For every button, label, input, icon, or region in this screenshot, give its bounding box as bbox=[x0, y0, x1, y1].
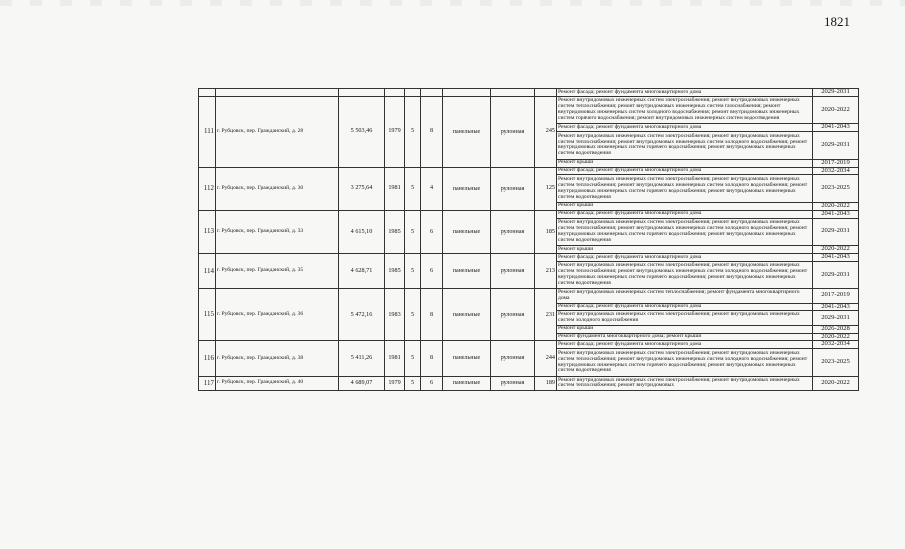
cell-roof-type: рулонная bbox=[491, 167, 535, 210]
cell-year-built: 1981 bbox=[385, 167, 405, 210]
cell-residents: 245 bbox=[535, 96, 557, 167]
table-row-continuation bbox=[199, 89, 859, 97]
cell-year-built: 1985 bbox=[385, 254, 405, 289]
cell-roof-type: рулонная bbox=[491, 376, 535, 390]
cell-year-built: 1981 bbox=[385, 341, 405, 376]
cell-work-years: 2023-2025 bbox=[813, 349, 859, 376]
cell-work-type: Ремонт внутридомовых инженерных систем электроснабжения; ремонт внутридомовых инженерных систем теплоснабжения; ремонт внутридомовых bbox=[557, 376, 813, 390]
table-row bbox=[199, 96, 859, 123]
cell-address: г. Рубцовск, пер. Гражданский, д. 28 bbox=[216, 96, 339, 167]
cell-empty bbox=[421, 89, 443, 97]
cell-work-years: 2017-2019 bbox=[813, 289, 859, 303]
cell-area: 5 472,16 bbox=[339, 289, 385, 341]
cell-year-built: 1979 bbox=[385, 376, 405, 390]
cell-address: г. Рубцовск, пер. Гражданский, д. 36 bbox=[216, 289, 339, 341]
cell-area: 4 615,10 bbox=[339, 210, 385, 253]
scan-edge-noise bbox=[0, 0, 905, 6]
cell-work-years: 2041-2043 bbox=[813, 303, 859, 311]
cell-roof-type: рулонная bbox=[491, 341, 535, 376]
cell-work-type: Ремонт фасада; ремонт фундамента многоквартирного дома bbox=[557, 303, 813, 311]
cell-work-type: Ремонт крыши bbox=[557, 246, 813, 254]
cell-entrances: 6 bbox=[421, 254, 443, 289]
cell-year-built: 1985 bbox=[385, 210, 405, 253]
cell-area: 3 275,64 bbox=[339, 167, 385, 210]
cell-work-years: 2029-2031 bbox=[813, 261, 859, 288]
cell-work-type: Ремонт крыши bbox=[557, 159, 813, 167]
cell-work-type: Ремонт внутридомовых инженерных систем электроснабжения; ремонт внутридомовых инженерных систем холодного водоснабжения bbox=[557, 311, 813, 325]
cell-floors: 5 bbox=[405, 289, 421, 341]
cell-number: 117 bbox=[199, 376, 216, 390]
cell-wall-material: панельные bbox=[443, 254, 491, 289]
cell-roof-type: рулонная bbox=[491, 96, 535, 167]
cell-work-years: 2029-2031 bbox=[813, 89, 859, 97]
cell-entrances: 6 bbox=[421, 210, 443, 253]
cell-work-years: 2041-2043 bbox=[813, 124, 859, 132]
cell-year-built: 1983 bbox=[385, 289, 405, 341]
cell-address: г. Рубцовск, пер. Гражданский, д. 33 bbox=[216, 210, 339, 253]
cell-work-type: Ремонт внутридомовых инженерных систем теплоснабжения; ремонт фундамента многоквартирного дома bbox=[557, 289, 813, 303]
cell-entrances: 8 bbox=[421, 341, 443, 376]
cell-work-years: 2041-2043 bbox=[813, 210, 859, 218]
cell-empty bbox=[535, 89, 557, 97]
cell-floors: 5 bbox=[405, 254, 421, 289]
cell-work-years: 2029-2031 bbox=[813, 311, 859, 325]
cell-year-built: 1979 bbox=[385, 96, 405, 167]
cell-floors: 5 bbox=[405, 376, 421, 390]
cell-empty bbox=[385, 89, 405, 97]
table-row bbox=[199, 254, 859, 262]
cell-residents: 231 bbox=[535, 289, 557, 341]
cell-work-type: Ремонт внутридомовых инженерных систем электроснабжения; ремонт внутридомовых инженерных систем теплоснабжения; ремонт внутридомовых инженерных систем газоснабжения; ремонт внутридомовых инженерных систем холодного водоснабжения; ремонт внутридомовых инженерных систем горячего водоснабжения; ремонт внутридомовых инженерных систем водоотведения bbox=[557, 96, 813, 123]
cell-work-type: Ремонт внутридомовых инженерных систем электроснабжения; ремонт внутридомовых инженерных систем теплоснабжения; ремонт внутридомовых инженерных систем холодного водоснабжения; ремонт внутридомовых инженерных систем горячего водоснабжения; ремонт внутридомовых инженерных систем водоотведения bbox=[557, 132, 813, 159]
cell-empty bbox=[491, 89, 535, 97]
cell-area: 5 503,46 bbox=[339, 96, 385, 167]
cell-work-type: Ремонт внутридомовых инженерных систем электроснабжения; ремонт внутридомовых инженерных систем теплоснабжения; ремонт внутридомовых инженерных систем холодного водоснабжения; ремонт внутридомовых инженерных систем горячего водоснабжения; ремонт внутридомовых инженерных систем водоотведения bbox=[557, 349, 813, 376]
repair-program-table bbox=[198, 88, 859, 391]
cell-wall-material: панельные bbox=[443, 289, 491, 341]
cell-work-type: Ремонт фундамента многоквартирного дома; ремонт крыши bbox=[557, 333, 813, 341]
cell-work-type: Ремонт фасада; ремонт фундамента многоквартирного дома bbox=[557, 254, 813, 262]
cell-entrances: 6 bbox=[421, 376, 443, 390]
cell-work-years: 2023-2025 bbox=[813, 175, 859, 202]
cell-address: г. Рубцовск, пер. Гражданский, д. 35 bbox=[216, 254, 339, 289]
cell-roof-type: рулонная bbox=[491, 210, 535, 253]
table-body bbox=[199, 89, 859, 391]
cell-work-type: Ремонт фасада; ремонт фундамента многоквартирного дома bbox=[557, 167, 813, 175]
cell-floors: 5 bbox=[405, 341, 421, 376]
cell-entrances: 8 bbox=[421, 96, 443, 167]
cell-entrances: 8 bbox=[421, 289, 443, 341]
cell-residents: 185 bbox=[535, 210, 557, 253]
page-number: 1821 bbox=[824, 14, 850, 29]
cell-floors: 5 bbox=[405, 96, 421, 167]
cell-work-type: Ремонт крыши bbox=[557, 202, 813, 210]
table-row bbox=[199, 210, 859, 218]
cell-entrances: 4 bbox=[421, 167, 443, 210]
cell-area: 4 628,71 bbox=[339, 254, 385, 289]
cell-work-years: 2020-2022 bbox=[813, 96, 859, 123]
cell-work-type: Ремонт фасада; ремонт фундамента многоквартирного дома bbox=[557, 124, 813, 132]
cell-work-years: 2032-2034 bbox=[813, 167, 859, 175]
cell-empty bbox=[339, 89, 385, 97]
cell-work-type: Ремонт фасада; ремонт фундамента многоквартирного дома bbox=[557, 89, 813, 97]
cell-area: 5 411,26 bbox=[339, 341, 385, 376]
cell-work-years: 2029-2031 bbox=[813, 218, 859, 245]
cell-work-type: Ремонт крыши bbox=[557, 325, 813, 333]
cell-number: 112 bbox=[199, 167, 216, 210]
cell-work-years: 2041-2043 bbox=[813, 254, 859, 262]
cell-empty bbox=[199, 89, 216, 97]
cell-area: 4 689,07 bbox=[339, 376, 385, 390]
cell-work-years: 2020-2022 bbox=[813, 333, 859, 341]
cell-number: 116 bbox=[199, 341, 216, 376]
cell-number: 111 bbox=[199, 96, 216, 167]
cell-wall-material: панельные bbox=[443, 96, 491, 167]
cell-empty bbox=[216, 89, 339, 97]
cell-work-years: 2029-2031 bbox=[813, 132, 859, 159]
cell-address: г. Рубцовск, пер. Гражданский, д. 40 bbox=[216, 376, 339, 390]
cell-wall-material: панельные bbox=[443, 167, 491, 210]
cell-floors: 5 bbox=[405, 167, 421, 210]
cell-number: 113 bbox=[199, 210, 216, 253]
cell-work-type: Ремонт внутридомовых инженерных систем электроснабжения; ремонт внутридомовых инженерных систем теплоснабжения; ремонт внутридомовых инженерных систем холодного водоснабжения; ремонт внутридомовых инженерных систем горячего водоснабжения; ремонт внутридомовых инженерных систем водоотведения bbox=[557, 261, 813, 288]
cell-roof-type: рулонная bbox=[491, 289, 535, 341]
cell-address: г. Рубцовск, пер. Гражданский, д. 30 bbox=[216, 167, 339, 210]
table-row bbox=[199, 289, 859, 303]
cell-work-type: Ремонт фасада; ремонт фундамента многоквартирного дома bbox=[557, 210, 813, 218]
cell-work-type: Ремонт фасада; ремонт фундамента многоквартирного дома bbox=[557, 341, 813, 349]
cell-work-years: 2032-2034 bbox=[813, 341, 859, 349]
table-row bbox=[199, 376, 859, 390]
cell-residents: 189 bbox=[535, 376, 557, 390]
cell-address: г. Рубцовск, пер. Гражданский, д. 38 bbox=[216, 341, 339, 376]
cell-residents: 125 bbox=[535, 167, 557, 210]
cell-empty bbox=[405, 89, 421, 97]
cell-work-years: 2020-2022 bbox=[813, 246, 859, 254]
cell-wall-material: панельные bbox=[443, 376, 491, 390]
cell-floors: 5 bbox=[405, 210, 421, 253]
cell-empty bbox=[443, 89, 491, 97]
cell-residents: 244 bbox=[535, 341, 557, 376]
cell-roof-type: рулонная bbox=[491, 254, 535, 289]
cell-wall-material: панельные bbox=[443, 210, 491, 253]
cell-residents: 213 bbox=[535, 254, 557, 289]
table-row bbox=[199, 341, 859, 349]
cell-number: 115 bbox=[199, 289, 216, 341]
cell-number: 114 bbox=[199, 254, 216, 289]
cell-wall-material: панельные bbox=[443, 341, 491, 376]
cell-work-type: Ремонт внутридомовых инженерных систем электроснабжения; ремонт внутридомовых инженерных систем теплоснабжения; ремонт внутридомовых инженерных систем холодного водоснабжения; ремонт внутридомовых инженерных систем горячего водоснабжения; ремонт внутридомовых инженерных систем водоотведения bbox=[557, 175, 813, 202]
cell-work-years: 2020-2022 bbox=[813, 376, 859, 390]
cell-work-years: 2026-2028 bbox=[813, 325, 859, 333]
table-row bbox=[199, 167, 859, 175]
cell-work-years: 2020-2022 bbox=[813, 202, 859, 210]
cell-work-years: 2017-2019 bbox=[813, 159, 859, 167]
cell-work-type: Ремонт внутридомовых инженерных систем электроснабжения; ремонт внутридомовых инженерных систем теплоснабжения; ремонт внутридомовых инженерных систем холодного водоснабжения; ремонт внутридомовых инженерных систем горячего водоснабжения; ремонт внутридомовых инженерных систем водоотведения bbox=[557, 218, 813, 245]
